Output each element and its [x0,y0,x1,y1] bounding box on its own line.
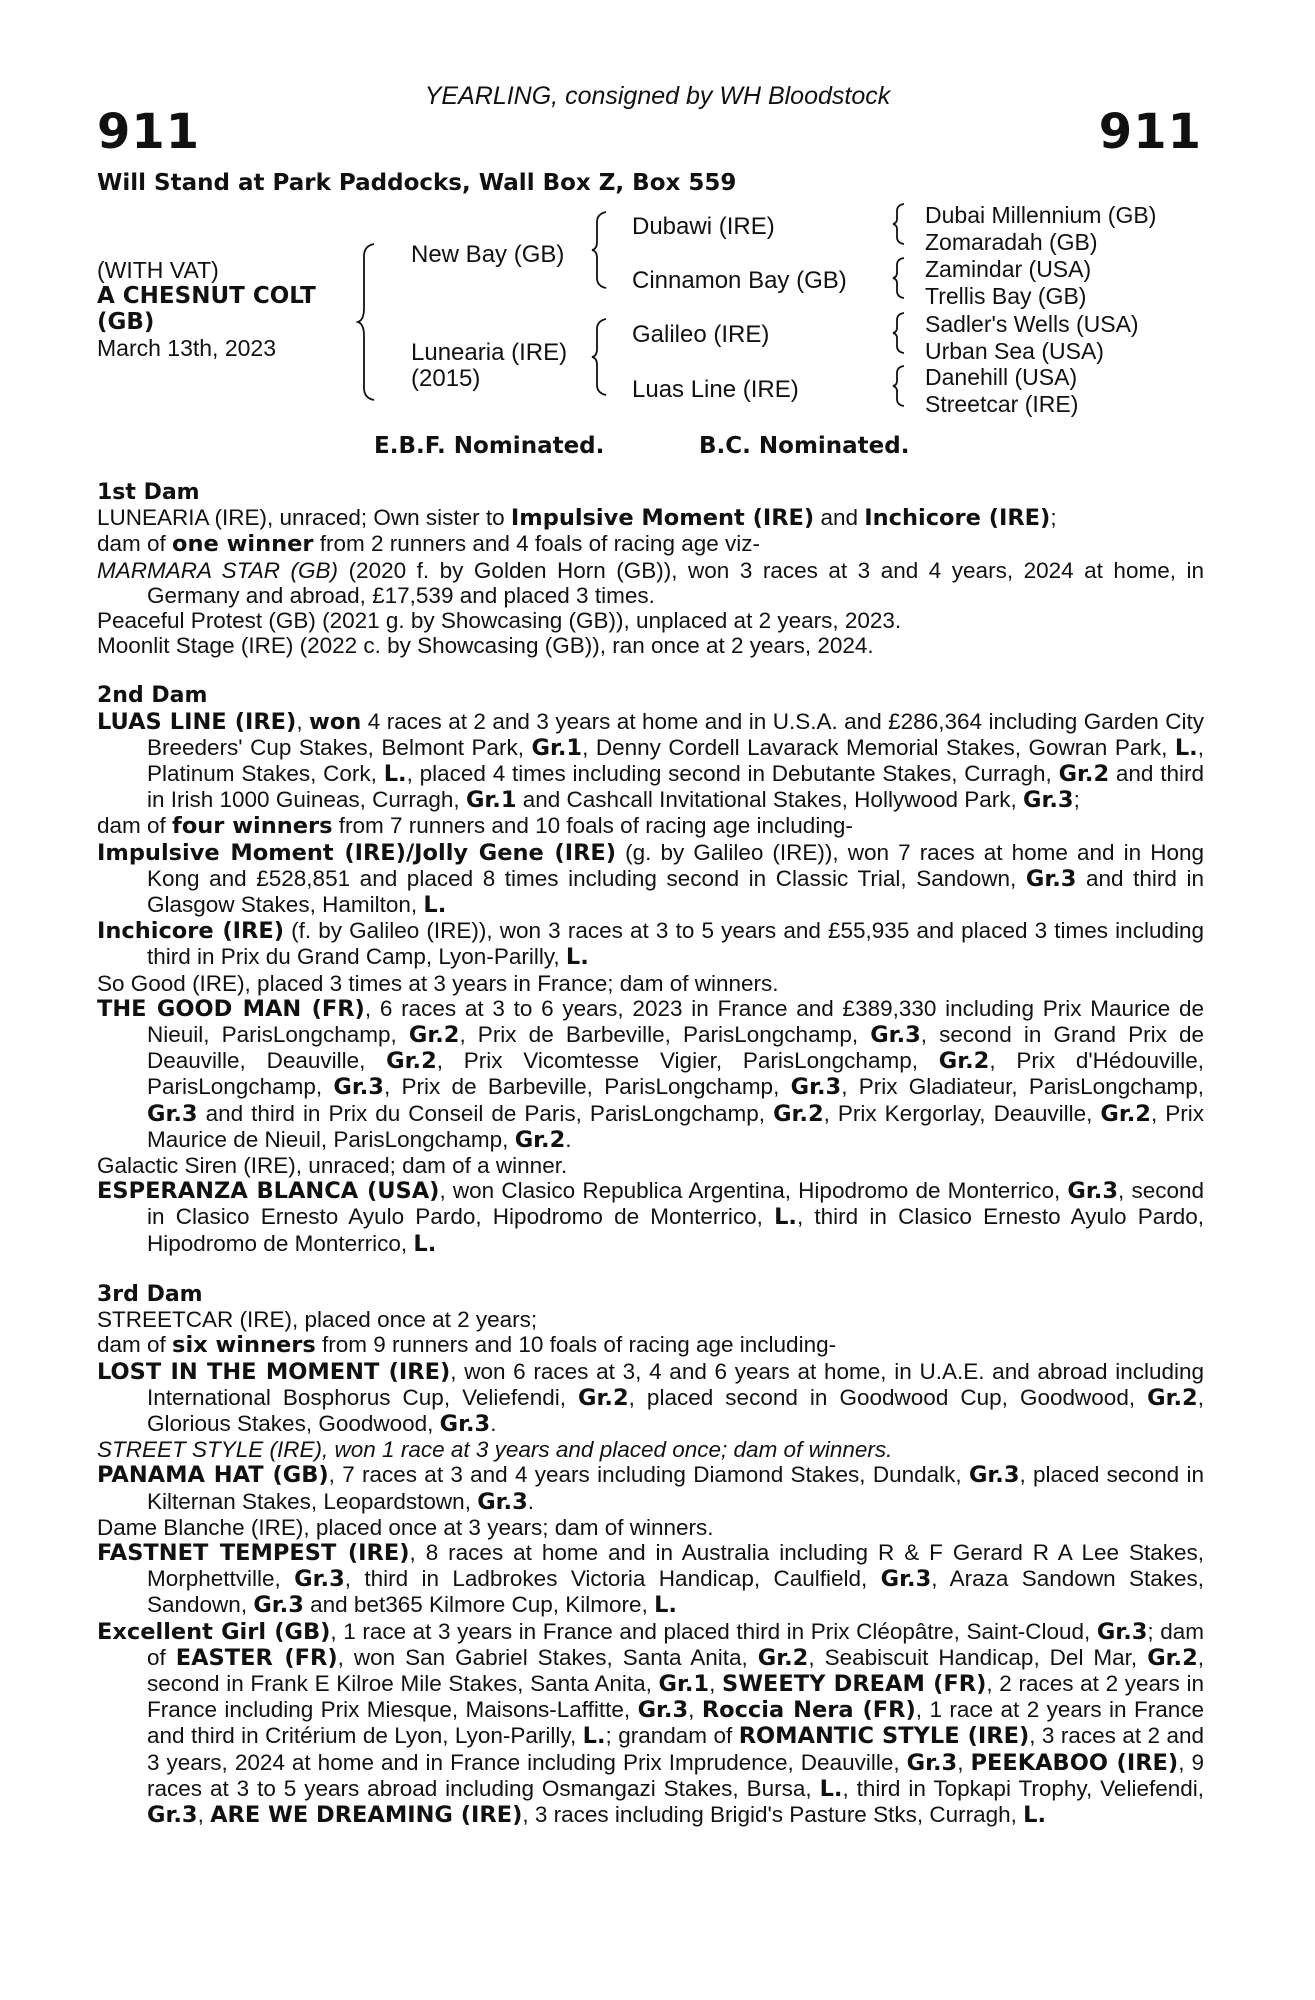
grand-produce-entry: PANAMA HAT (GB), 7 races at 3 and 4 years including Diamond Stakes, Dundalk, Gr.3, placed second in Kilternan Stakes, Leopardstown, Gr.3. [97,1462,1204,1515]
third-dam-record: STREETCAR (IRE), placed once at 2 years; [97,1307,538,1333]
pedigree-bracket-main [360,242,380,402]
vat-note: (WITH VAT) [97,257,219,283]
pedigree-g3-3: Zamindar (USA) [925,256,1092,282]
produce-entry: Peaceful Protest (GB) (2021 g. by Showcasing (GB)), unplaced at 2 years, 2023. [97,608,902,634]
grand-produce-entry: FASTNET TEMPEST (IRE), 8 races at home and in Australia including R & F Gerard R A Lee Stakes, Morphettville, Gr.3, third in Ladbrokes Victoria Handicap, Caulfield, Gr.3, Araza Sandown Stakes, Sandown, Gr.3 and bet365 Kilmore Cup, Kilmore, L. [97,1539,1204,1619]
pedigree-g3-6: Urban Sea (USA) [925,338,1104,364]
pedigree-g3-8: Streetcar (IRE) [925,391,1079,417]
foaling-date: March 13th, 2023 [97,335,277,361]
lot-number-right: 911 [1098,104,1202,160]
produce-entry: Impulsive Moment (IRE)/Jolly Gene (IRE) (g. by Galileo (IRE)), won 7 races at home and in Hong Kong and £528,851 and placed 8 times including second in Classic Trial, Sandown, Gr.3 and third in Glasgow Stakes, Hamilton, L. [97,839,1204,919]
lot-number-left: 911 [97,104,201,160]
first-dam-line: LUNEARIA (IRE), unraced; Own sister to Impulsive Moment (IRE) and Inchicore (IRE); [97,505,1057,532]
pedigree-g3-5: Sadler's Wells (USA) [925,311,1139,337]
bc-nomination: B.C. Nominated. [699,433,910,459]
grand-produce-entry: ESPERANZA BLANCA (USA), won Clasico Republica Argentina, Hipodromo de Monterrico, Gr.3, second in Clasico Ernesto Ayulo Pardo, Hipodromo de Monterrico, L., third in Clasico Ernesto Ayulo Pardo, Hipodromo de Monterrico, L. [97,1178,1204,1257]
produce-entry: Inchicore (IRE) (f. by Galileo (IRE)), won 3 races at 3 to 5 years and £55,935 and placed 3 times including third in Prix du Grand Camp, Lyon-Parilly, L. [97,918,1204,971]
produce-entry: So Good (IRE), placed 3 times at 3 years in France; dam of winners. [97,970,779,996]
pedigree-bracket-dam [592,317,612,397]
pedigree-sire-dam: Cinnamon Bay (GB) [632,267,847,294]
produce-entry: Dame Blanche (IRE), placed once at 3 years; dam of winners. [97,1514,714,1540]
stand-location: Will Stand at Park Paddocks, Wall Box Z, Box 559 [97,170,737,196]
pedigree-g3-4: Trellis Bay (GB) [925,283,1087,309]
produce-entry: Galactic Siren (IRE), unraced; dam of a winner. [97,1153,568,1179]
third-dam-produce-summary: dam of six winners from 9 runners and 10 foals of racing age including- [97,1332,837,1359]
pedigree-bracket-g3-4 [892,364,908,408]
horse-name: A CHESNUT COLT [97,283,316,309]
catalogue-body [97,480,1204,1828]
pedigree-sire-sire: Dubawi (IRE) [632,213,775,240]
second-dam-record: LUAS LINE (IRE), won 4 races at 2 and 3 years at home and in U.S.A. and £286,364 including Garden City Breeders' Cup Stakes, Belmont Park, Gr.1, Denny Cordell Lavarack Memorial Stakes, Gowran Park, L., Platinum Stakes, Cork, L., placed 4 times including second in Debutante Stakes, Curragh, Gr.2 and third in Irish 1000 Guineas, Curragh, Gr.1 and Cashcall Invitational Stakes, Hollywood Park, Gr.3; [97,708,1205,814]
first-dam-produce-summary: dam of one winner from 2 runners and 4 foals of racing age viz- [97,531,760,558]
pedigree-bracket-sire [592,210,612,290]
pedigree-sire: New Bay (GB) [411,241,565,268]
pedigree-bracket-g3-2 [892,256,908,300]
pedigree-dam-sire: Galileo (IRE) [632,321,770,348]
pedigree-dam-dam: Luas Line (IRE) [632,376,799,403]
produce-entry: LOST IN THE MOMENT (IRE), won 6 races at 3, 4 and 6 years at home, in U.A.E. and abroad including International Bosphorus Cup, Veliefendi, Gr.2, placed second in Goodwood Cup, Goodwood, Gr.2, Glorious Stakes, Goodwood, Gr.3. [97,1358,1205,1437]
ebf-nomination: E.B.F. Nominated. [374,433,605,459]
produce-entry: MARMARA STAR (GB) (2020 f. by Golden Horn (GB)), won 3 races at 3 and 4 years, 2024 at home, in Germany and abroad, £17,539 and placed 3 times. [97,557,1204,608]
pedigree-bracket-g3-3 [892,311,908,355]
third-dam-heading: 3rd Dam [97,1281,203,1307]
produce-entry: STREET STYLE (IRE), won 1 race at 3 years and placed once; dam of winners. [97,1437,893,1463]
pedigree-g3-7: Danehill (USA) [925,364,1078,390]
first-dam-heading: 1st Dam [97,480,200,505]
horse-identity [97,257,316,361]
consignment-line: YEARLING, consigned by WH Bloodstock [424,82,891,110]
pedigree-dam: Lunearia (IRE) [411,339,568,366]
grand-produce-entry: THE GOOD MAN (FR), 6 races at 3 to 6 years, 2023 in France and £389,330 including Prix Maurice de Nieuil, ParisLongchamp, Gr.2, Prix de Barbeville, ParisLongchamp, Gr.3, second in Grand Prix de Deauville, Deauville, Gr.2, Prix Vicomtesse Vigier, ParisLongchamp, Gr.2, Prix d'Hédouville, ParisLongchamp, Gr.3, Prix de Barbeville, ParisLongchamp, Gr.3, Prix Gladiateur, ParisLongchamp, Gr.3 and third in Prix du Conseil de Paris, ParisLongchamp, Gr.2, Prix Kergorlay, Deauville, Gr.2, Prix Maurice de Nieuil, ParisLongchamp, Gr.2. [97,995,1205,1153]
pedigree-g3-1: Dubai Millennium (GB) [925,202,1157,228]
second-dam-heading: 2nd Dam [97,683,208,709]
grand-produce-entry: Excellent Girl (GB), 1 race at 3 years in France and placed third in Prix Cléopâtre, Saint-Cloud, Gr.3; dam of EASTER (FR), won San Gabriel Stakes, Santa Anita, Gr.2, Seabiscuit Handicap, Del Mar, Gr.2, second in Frank E Kilroe Mile Stakes, Santa Anita, Gr.1, SWEETY DREAM (FR), 2 races at 2 years in France including Prix Miesque, Maisons-Laffitte, Gr.3, Roccia Nera (FR), 1 race at 2 years in France and third in Critérium de Lyon, Lyon-Parilly, L.; grandam of ROMANTIC STYLE (IRE), 3 races at 2 and 3 years, 2024 at home and in France including Prix Imprudence, Deauville, Gr.3, PEEKABOO (IRE), 9 races at 3 to 5 years abroad including Osmangazi Stakes, Bursa, L., third in Topkapi Trophy, Veliefendi, Gr.3, ARE WE DREAMING (IRE), 3 races including Brigid's Pasture Stks, Curragh, L. [97,1618,1205,1828]
pedigree-bracket-g3-1 [892,202,908,246]
pedigree-g3-2: Zomaradah (GB) [925,229,1098,255]
produce-entry: Moonlit Stage (IRE) (2022 c. by Showcasing (GB)), ran once at 2 years, 2024. [97,633,874,659]
horse-country: (GB) [97,309,155,335]
pedigree-dam-year: (2015) [411,365,481,392]
second-dam-produce-summary: dam of four winners from 7 runners and 10 foals of racing age including- [97,813,853,840]
